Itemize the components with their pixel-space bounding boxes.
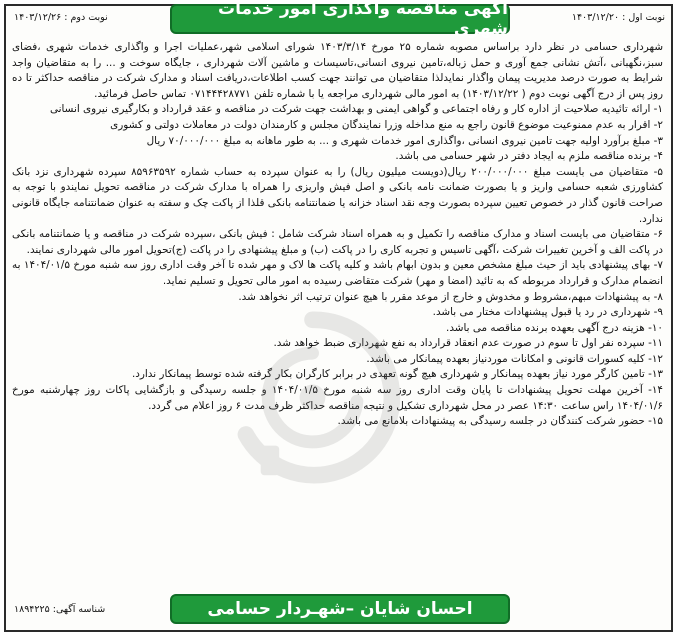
- condition-item-12: ۱۲- کلیه کسورات قانونی و امکانات موردنیاز بعهده پیمانکار می باشد.: [366, 352, 663, 365]
- condition-item-5: ۵- متقاضیان می بایست مبلغ ۲۰۰/۰۰۰/۰۰۰ ریال(دویست میلیون ریال) را به عنوان سپرده به حساب شماره ۸۵۹۶۳۵۹۲ سپرده شهرداری نزد بانک کشاورزی شعبه حسامی واریز و یا بصورت ضمانت نامه بانکی و اصل فیش واریزی را همراه با مدارک شرکت در مناقصه تحویل نمایندو با توجه به صراحت قانون گذار در خصوص تعیین سپرده بصورت وجه نقد اسناد خزانه یا ضمانتنامه بانکی قلذا از پاکت چک و سفته به عنوان ضمانتنامه جایگاه قانونی ندارد.: [12, 165, 663, 225]
- condition-item-7: ۷- بهای پیشنهادی باید از حیث مبلغ مشخص معین و بدون ابهام باشد و کلیه پاکت ها لاک و مهر شده تا آخر وقت اداری روز سه شنبه مورخ ۱۴۰۴/۰۱/۵ به انضمام مدارک و قرارداد مربوطه که به تائید (امضا و مهر) شرکت متقاضی رسیده به امور مالی تحویل و تسلیم نماید.: [12, 259, 663, 287]
- mayor-signature: احسان شایان –شهـردار حسامی: [170, 594, 510, 624]
- condition-item-13: ۱۳- تامین کارگر مورد نیاز بعهده پیمانکار و شهرداری هیچ گونه تعهدی در برابر کارگران بکار گرفته شده توسط پیمانکار ندارد.: [131, 368, 663, 381]
- condition-item-4: ۴- برنده مناقصه ملزم به ایجاد دفتر در شهر حسامی می باشد.: [395, 150, 663, 163]
- second-run-date: نوبت دوم : ۱۴۰۳/۱۲/۲۶: [14, 12, 108, 23]
- condition-item-9: ۹- شهرداری در رد یا قبول پیشنهادات مختار می باشد.: [432, 306, 663, 319]
- notice-body: [12, 40, 663, 575]
- first-run-date: نوبت اول : ۱۴۰۳/۱۲/۲۰: [571, 12, 665, 23]
- condition-item-2: ۲- اقرار به عدم ممنوعیت موضوع قانون راجع به منع مداخله وزرا نمایندگان مجلس و کارمندان دولت در معاملات دولتی و کشوری: [110, 118, 663, 131]
- intro-paragraph: شهرداری حسامی در نظر دارد براساس مصوبه شماره ۲۵ مورخ ۱۴۰۳/۳/۱۴ شورای اسلامی شهر،عملیات اجرا و واگذاری خدمات شهری ،فضای سبز،نگهبانی ،آتش نشانی جمع آوری و حمل زباله،تامین نیروی انسانی،تاسیسات و ماشین آلات شهرداری ، جایگاه سوخت و ... را به متقاضیان واجد شرایط به صورت درصد مدیریت پیمان واگذار نمایدلذا متقاضیان می توانند جهت کسب اطلاعات،دریافت اسناد و مدارک شرکت در مناقصه حداکثر تا ده روز پس از درج آگهی نوبت دوم ( ۱۴۰۳/۱۲/۲۲) به امور مالی شهرداری مراجعه یا با شماره تلفن ۰۷۱۴۴۴۲۸۷۷۱ تماس حاصل فرمائید.: [12, 41, 663, 100]
- condition-item-14: ۱۴- آخرین مهلت تحویل پیشنهادات تا پایان وقت اداری روز سه شنبه مورخ ۱۴۰۴/۰۱/۵ و جلسه رسیدگی و بازگشایی پاکات روز چهارشنبه مورخ ۱۴۰۴/۰۱/۶ راس ساعت ۱۴:۳۰ عصر در محل شهرداری تشکیل و نتیجه مناقصه حداکثر ظرف مدت ۶ روز اعلام می گردد.: [12, 384, 663, 412]
- condition-item-3: ۳- مبلغ برآورد اولیه جهت تامین نیروی انسانی ،واگذاری امور خدمات شهری و ... به طور ماهانه به مبلغ ۷۰/۰۰۰/۰۰۰ ریال: [146, 134, 663, 147]
- condition-item-15: ۱۵- حضور شرکت کنندگان در جلسه رسیدگی به پیشنهادات بلامانع می باشد.: [337, 415, 663, 428]
- page-title: آگهی مناقصه واگذاری امور خدمات شهری: [170, 4, 510, 34]
- condition-item-1: ۱- ارائه تائیدیه صلاحیت از اداره کار و رفاه اجتماعی و گواهی ایمنی و بهداشت جهت شرکت در مناقصه و عقد قرارداد و بکارگیری نیروی انسانی: [49, 103, 663, 116]
- ad-id: شناسه آگهی: ۱۸۹۴۲۲۵: [14, 604, 106, 615]
- condition-item-6: ۶- متقاضیان می بایست اسناد و مدارک مناقصه را تکمیل و به همراه اسناد شرکت شامل : فیش بانکی ،سپرده شرکت در مناقصه و یا ضمانتنامه بانکی در پاکت الف و آخرین تغییرات شرکت ،آگهی تاسیس و تجربه کاری را در پاکت (ب) و مبلغ پیشنهادی را در پاکت (ج)تحویل امور مالی شهرداری نمایند.: [12, 228, 663, 256]
- condition-item-10: ۱۰- هزینه درج آگهی بعهده برنده مناقصه می باشد.: [446, 321, 663, 334]
- condition-item-11: ۱۱- سپرده نفر اول تا سوم در صورت عدم انعقاد قرارداد به نفع شهرداری ضبط خواهد شد.: [273, 337, 663, 350]
- condition-item-8: ۸- به پیشنهادات مبهم،مشروط و مخدوش و خارج از موعد مقرر با هیچ عنوان ترتیب اثر نخواهد شد.: [238, 290, 663, 303]
